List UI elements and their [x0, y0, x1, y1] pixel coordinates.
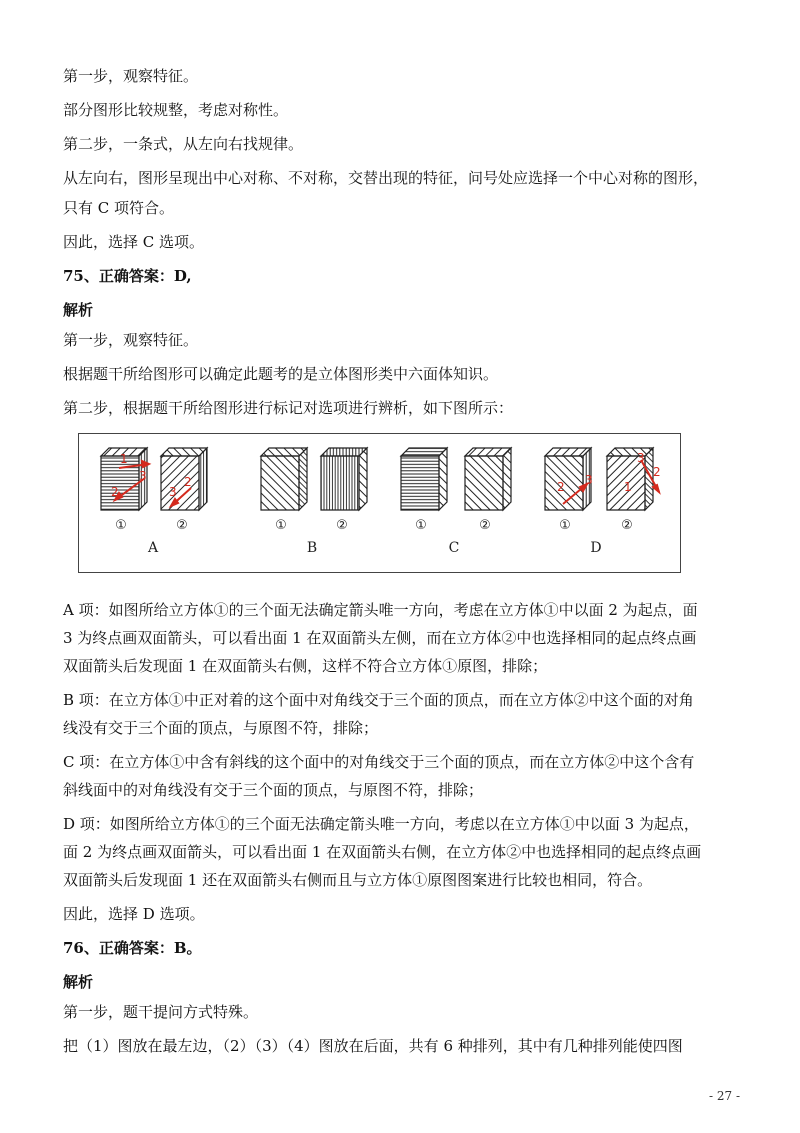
option-label-b: B — [306, 540, 318, 556]
cube-label: ① — [559, 518, 571, 533]
face-number: 3 — [139, 469, 147, 483]
text-line: D 项：如图所给立方体①的三个面无法确定箭头唯一方向，考虑以在立方体①中以面 3 为起点， — [63, 815, 699, 833]
option-c-cube-2 — [465, 448, 511, 510]
text-line: 双面箭头后发现面 1 在双面箭头右侧，这样不符合立方体①原图，排除； — [63, 657, 548, 675]
option-label-c: C — [448, 540, 460, 556]
cube-label: ② — [336, 518, 348, 533]
text-line: 根据题干所给图形可以确定此题考的是立体图形类中六面体知识。 — [63, 365, 499, 383]
option-c-cube-1 — [401, 448, 447, 510]
text-line: 双面箭头后发现面 1 还在双面箭头右侧而且与立方体①原图图案进行比较也相同，符合。 — [63, 871, 653, 889]
cube-label: ① — [415, 518, 427, 533]
cube-label: ② — [621, 518, 633, 533]
text-line: C 项：在立方体①中含有斜线的这个面中的对角线交于三个面的顶点，而在立方体②中这个含有 — [63, 753, 695, 771]
face-number: 1 — [120, 452, 128, 466]
text-line: 第二步，一条式，从左向右找规律。 — [63, 135, 304, 153]
face-number: 3 — [637, 451, 645, 465]
analysis-heading: 解析 — [63, 301, 94, 319]
option-d-cube-2 — [607, 448, 653, 510]
text-line: 线没有交于三个面的顶点，与原图不符，排除； — [63, 719, 379, 737]
option-label-a: A — [147, 540, 159, 556]
answer-heading-76: 76、正确答案：B。 — [63, 939, 202, 957]
answer-heading-75: 75、正确答案：D, — [63, 267, 192, 285]
page-number: - 27 - — [708, 1089, 740, 1103]
text-line: 部分图形比较规整，考虑对称性。 — [63, 101, 289, 119]
text-line: 面 2 为终点画双面箭头，可以看出面 1 在双面箭头右侧，在立方体②中也选择相同的起点终点画 — [63, 843, 702, 861]
text-line: 第一步，题干提问方式特殊。 — [63, 1003, 259, 1021]
option-b-cube-1 — [261, 448, 307, 510]
option-labels — [147, 540, 602, 556]
text-line: 第二步，根据题干所给图形进行标记对选项进行辨析，如下图所示： — [63, 399, 514, 417]
face-number: 2 — [653, 465, 661, 479]
text-line: 第一步，观察特征。 — [63, 67, 199, 85]
text-line: 只有 C 项符合。 — [63, 199, 175, 217]
text-line: 3 为终点画双面箭头，可以看出面 1 在双面箭头左侧，而在立方体②中也选择相同的起点终点画 — [63, 629, 697, 647]
cube-labels — [115, 518, 633, 533]
analysis-heading: 解析 — [63, 973, 94, 991]
face-number: 2 — [111, 485, 119, 499]
option-label-d: D — [590, 540, 602, 556]
text-line: B 项：在立方体①中正对着的这个面中对角线交于三个面的顶点，而在立方体②中这个面的对角 — [63, 691, 694, 709]
face-number: 1 — [624, 480, 632, 494]
cube-diagram — [79, 434, 680, 572]
text-line: 从左向右，图形呈现出中心对称、不对称，交替出现的特征，问号处应选择一个中心对称的图形， — [63, 169, 709, 187]
text-line: 第一步，观察特征。 — [63, 331, 199, 349]
text-line: 因此，选择 D 选项。 — [63, 905, 205, 923]
text-line: 把（1）图放在最左边，（2）（3）（4）图放在后面，共有 6 种排列，其中有几种排列能使四图 — [63, 1037, 683, 1055]
face-number: 2 — [184, 475, 192, 489]
option-b-cube-2 — [321, 448, 367, 510]
text-line: A 项：如图所给立方体①的三个面无法确定箭头唯一方向，考虑在立方体①中以面 2 为起点，面 — [63, 601, 698, 619]
face-number: 3 — [585, 473, 593, 487]
cube-label: ② — [176, 518, 188, 533]
cube-options-figure — [78, 433, 681, 573]
face-number: 3 — [169, 485, 177, 499]
text-line: 因此，选择 C 选项。 — [63, 233, 205, 251]
cube-label: ① — [115, 518, 127, 533]
cube-label: ① — [275, 518, 287, 533]
text-line: 斜线面中的对角线没有交于三个面的顶点，与原图不符，排除； — [63, 781, 484, 799]
face-number: 2 — [557, 480, 565, 494]
cube-label: ② — [479, 518, 491, 533]
